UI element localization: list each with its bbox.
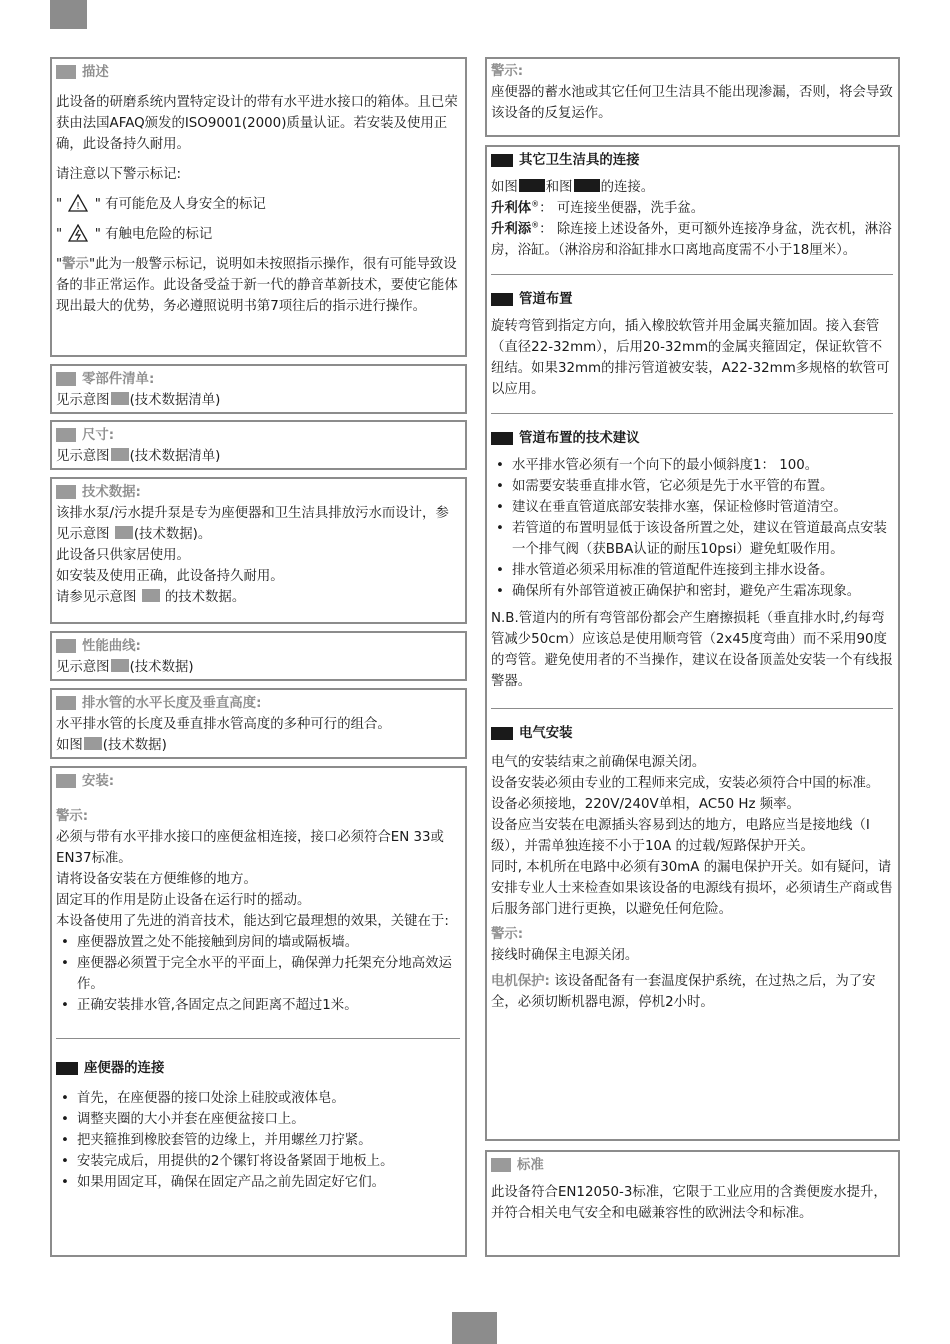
divider	[491, 413, 893, 414]
section-square-icon	[56, 696, 76, 710]
page-number-tab	[452, 1312, 497, 1344]
other-fixtures-figure-ref: 如图 和图 的连接。	[491, 180, 655, 195]
section-square-icon	[56, 485, 76, 499]
section-title: 排水管的水平长度及垂直高度:	[82, 695, 262, 711]
electrical-line: 设备安装必须由专业的工程师来完成，安装必须符合中国的标准。	[491, 776, 880, 791]
divider	[491, 708, 893, 709]
description-section	[50, 57, 467, 357]
technical-data-section	[50, 477, 467, 624]
section-title: 零部件清单:	[82, 371, 155, 387]
piping-header	[491, 288, 893, 310]
divider	[491, 274, 893, 275]
section-square-icon	[56, 65, 76, 79]
parts-list-text: 见示意图 (技术数据清单)	[56, 393, 221, 408]
list-item: • 调整夹圈的大小并套在座便盆接口上。	[56, 1109, 460, 1130]
figure-ref-placeholder	[111, 659, 129, 672]
section-title: 技术数据:	[82, 484, 141, 500]
section-square-icon	[491, 432, 513, 445]
list-item: • 水平排水管必须有一个向下的最小倾斜度1： 100。	[491, 455, 893, 476]
parts-list-section	[50, 364, 467, 414]
see-figure-text: 请参见示意图 的技术数据。	[56, 590, 246, 605]
installation-warning-label: 警示:	[56, 809, 89, 824]
list-item: • 安装完成后，用提供的2个镙钉将设备紧固于地板上。	[56, 1151, 460, 1172]
electrical-warning-text: 接线时确保主电源关闭。	[491, 948, 639, 963]
technical-data-text: 该排水泵/污水提升泵是专为座便器和卫生洁具排放污水而设计，参见示意图 (技术数据)。	[56, 506, 449, 542]
section-title: 性能曲线:	[82, 638, 141, 654]
section-title: 管道布置的技术建议	[519, 430, 640, 446]
list-item: • 首先，在座便器的接口处涂上硅胶或液体皂。	[56, 1088, 460, 1109]
top-left-corner-mark	[50, 0, 87, 29]
electrical-line: 设备必须接地，220V/240V单相，AC50 Hz 频率。	[491, 797, 800, 812]
list-item: • 确保所有外部管道被正确保护和密封，避免产生霜冻现象。	[491, 581, 893, 602]
durability-text: 如安装及使用正确，此设备持久耐用。	[56, 569, 284, 584]
section-title: 尺寸:	[82, 427, 115, 443]
warning-label: 警示:	[491, 64, 524, 79]
drain-pipe-figure-ref: 如图 (技术数据)	[56, 738, 167, 753]
section-square-icon	[56, 1062, 78, 1075]
section-square-icon	[491, 1158, 511, 1172]
list-item: • 排水管道必须采用标准的管道配件连接到主排水设备。	[491, 560, 893, 581]
electrical-line: 电气的安装结束之前确保电源关闭。	[491, 755, 706, 770]
figure-ref-placeholder	[142, 589, 160, 602]
section-title: 座便器的连接	[84, 1060, 165, 1076]
list-item: • 建议在垂直管道底部安装排水塞，保证检修时管道清空。	[491, 497, 893, 518]
standard-text: 此设备符合EN12050-3标准，它限于工业应用的含粪便废水提升，并符合相关电气安全和电磁兼容性的欧洲法令和标准。	[491, 1185, 887, 1221]
performance-curve-section	[50, 631, 467, 681]
drain-pipe-section	[50, 688, 467, 759]
shenglitian-text: 升利添®： 除连接上述设备外，更可额外连接净身盆，洗衣机，淋浴房，浴缸。（淋浴房和浴缸排水口离地高度需不小于18厘米）。	[491, 220, 892, 258]
installation-line: 本设备使用了先进的消音技术，能达到它最理想的效果，关键在于:	[56, 914, 449, 929]
installation-line: 固定耳的作用是防止设备在运行时的摇动。	[56, 893, 311, 908]
list-item: • 若管道的布置明显低于该设备所置之处，建议在管道最高点安装一个排气阀（获BBA认证的耐压10psi）避免虹吸作用。	[491, 518, 893, 560]
symbol-line-electric: " " 有触电危险的标记	[56, 224, 460, 245]
section-square-icon	[56, 372, 76, 386]
standard-section	[485, 1150, 900, 1257]
svg-text:!: !	[77, 201, 80, 212]
motor-protection-text: 电机保护: 该设备配备有一套温度保护系统，在过热之后，为了安全，必须切断机器电源，停机2小时。	[491, 974, 876, 1010]
performance-curve-text: 见示意图 (技术数据)	[56, 660, 194, 675]
section-title: 其它卫生洁具的连接	[519, 152, 640, 168]
electrical-warning-label: 警示:	[491, 927, 524, 942]
cistern-warning-text: 座便器的蓄水池或其它任何卫生洁具不能出现渗漏，否则，将会导致该设备的反复运作。	[491, 85, 893, 121]
divider	[56, 1038, 460, 1039]
dimensions-section	[50, 420, 467, 470]
list-item: • 如需要安装垂直排水管，它必须是先于水平管的布置。	[491, 476, 893, 497]
figure-ref-placeholder	[574, 179, 600, 192]
warning-triangle-icon	[68, 194, 88, 212]
symbol-line-safety: " ! " 有可能危及人身安全的标记	[56, 194, 460, 215]
list-item: • 把夹箍推到橡胶套管的边缘上，并用螺丝刀拧紧。	[56, 1130, 460, 1151]
drain-pipe-text: 水平排水管的长度及垂直排水管高度的多种可行的组合。	[56, 717, 391, 732]
toilet-connection-list	[56, 1088, 460, 1193]
section-square-icon	[491, 727, 513, 740]
list-item: • 正确安装排水管,各固定点之间距离不超过1米。	[56, 995, 460, 1016]
electrical-header	[491, 722, 893, 744]
general-warning-text: "警示"此为一般警示标记，说明如未按照指示操作，很有可能导致设备的非正常运作。此设备受益于新一代的静音革新技术，要使它能体现出最大的优势，务必遵照说明书第7项往后的指示进行操作。	[56, 257, 458, 314]
cistern-warning-section	[485, 57, 900, 137]
installation-line: 请将设备安装在方便维修的地方。	[56, 872, 257, 887]
figure-ref-placeholder	[84, 737, 102, 750]
piping-advice-header	[491, 427, 893, 449]
electrical-line: 设备应当安装在电源插头容易到达的地方，电路应当是接地线（Ⅰ级），并需单独连接不小于10A 的过载/短路保护开关。	[491, 818, 870, 854]
installation-section	[50, 766, 467, 1257]
other-fixtures-header	[491, 149, 893, 171]
shengliti-text: 升利体®： 可连接坐便器，洗手盆。	[491, 199, 705, 216]
section-square-icon	[56, 639, 76, 653]
nb-note: N.B.管道内的所有弯管部份都会产生磨擦损耗（垂直排水时,约每弯管减少50cm）应该总是使用顺弯管（2x45度弯曲）而不采用90度的弯管。避免使用者的不当操作，建议在设备顶盖处安装一个有线报警器。	[491, 611, 893, 689]
installation-line: 必须与带有水平排水接口的座便盆相连接，接口必须符合EN 33或EN37标准。	[56, 830, 444, 866]
dimensions-text: 见示意图 (技术数据清单)	[56, 449, 221, 464]
figure-ref-placeholder	[519, 179, 545, 192]
list-item: • 如果用固定耳，确保在固定产品之前先固定好它们。	[56, 1172, 460, 1193]
electrical-line: 同时, 本机所在电路中必须有30mA 的漏电保护开关。如有疑问，请安排专业人士来检查如果该设备的电源线有损坏，必须请生产商或售后服务部门进行更换，以避免任何危险。	[491, 860, 893, 917]
list-item: • 座便器必须置于完全水平的平面上，确保弹力托架充分地高效运作。	[56, 953, 460, 995]
section-square-icon	[491, 154, 513, 167]
figure-ref-placeholder	[111, 392, 129, 405]
section-title: 安装:	[82, 773, 115, 789]
list-item: • 座便器放置之处不能接触到房间的墙或隔板墙。	[56, 932, 460, 953]
connection-piping-electric-section	[485, 145, 900, 1141]
toilet-connection-header	[56, 1057, 460, 1079]
notice-intro: 请注意以下警示标记:	[56, 167, 182, 182]
piping-text: 旋转弯管到指定方向，插入橡胶软管并用金属夹箍加固。接入套管（直径22-32mm），后用20-32mm的金属夹箍固定，保证软管不纽结。如果32mm的排污管道被安装，A22-32mm多规格的软管可以应用。	[491, 319, 890, 397]
figure-ref-placeholder	[111, 448, 129, 461]
description-text: 此设备的研磨系统内置特定设计的带有水平进水接口的箱体。且已荣获由法国AFAQ颁发的ISO9001(2000)质量认证。若安装及使用正确，此设备持久耐用。	[56, 95, 458, 152]
section-title: 标准	[517, 1157, 544, 1173]
piping-advice-list	[491, 455, 893, 602]
section-title: 管道布置	[519, 291, 573, 307]
figure-ref-placeholder	[115, 526, 133, 539]
section-title: 描述	[82, 64, 109, 80]
electric-hazard-icon	[68, 224, 88, 242]
section-square-icon	[56, 428, 76, 442]
section-title: 电气安装	[519, 725, 573, 741]
installation-bullet-list	[56, 932, 460, 1016]
description-header	[56, 61, 460, 83]
section-square-icon	[491, 293, 513, 306]
section-square-icon	[56, 774, 76, 788]
household-use-text: 此设备只供家居使用。	[56, 548, 190, 563]
